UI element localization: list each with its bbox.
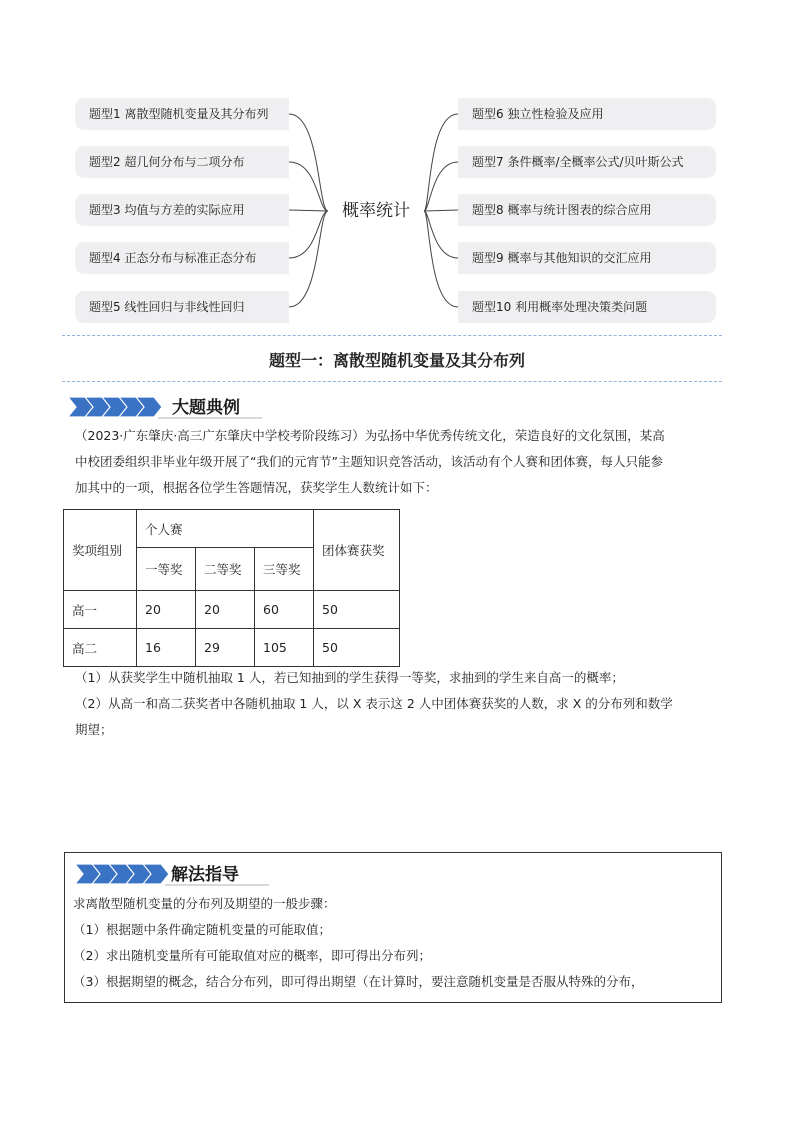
mindmap-topic-7: 题型7 条件概率/全概率公式/贝叶斯公式: [458, 146, 716, 178]
problem-line: （2023·广东肇庆·高三广东肇庆中学校考阶段练习）为弘扬中华优秀传统文化，荣造良好的文化氛围，某高: [75, 428, 665, 443]
mindmap-topic-4: 题型4 正态分布与标准正态分布: [75, 242, 289, 274]
mindmap-topic-3: 题型3 均值与方差的实际应用: [75, 194, 289, 226]
table-header-group: 奖项组别: [64, 510, 137, 591]
method-line: （2）求出随机变量所有可能取值对应的概率，即可得出分布列；: [73, 948, 431, 963]
table-header-first-prize: 一等奖: [137, 548, 196, 591]
row-label: 高一: [64, 591, 137, 629]
table-cell: 50: [314, 591, 400, 629]
mindmap-topic-5: 题型5 线性回归与非线性回归: [75, 291, 289, 323]
problem-line: 加其中的一项，根据各位学生答题情况，获奖学生人数统计如下：: [75, 480, 438, 495]
method-line: （3）根据期望的概念，结合分布列，即可得出期望（在计算时，要注意随机变量是否服从特殊的分布，: [73, 974, 644, 989]
method-banner-title: 解法指导: [171, 865, 239, 885]
divider-top: [62, 335, 722, 336]
row-label: 高二: [64, 629, 137, 667]
table-row: [64, 629, 400, 667]
table-cell: 20: [196, 591, 255, 629]
method-line: 求离散型随机变量的分布列及期望的一般步骤：: [73, 896, 336, 911]
table-header-second-prize: 二等奖: [196, 548, 255, 591]
mindmap-topic-6: 题型6 独立性检验及应用: [458, 98, 716, 130]
table-cell: 20: [137, 591, 196, 629]
table-header-individual: 个人赛: [137, 510, 314, 548]
question-1: （1）从获奖学生中随机抽取 1 人，若已知抽到的学生获得一等奖，求抽到的学生来自高一的概率；: [75, 670, 624, 685]
method-steps: [73, 891, 721, 995]
table-cell: 50: [314, 629, 400, 667]
awards-table: [63, 509, 400, 667]
mindmap-topic-1: 题型1 离散型随机变量及其分布列: [75, 98, 289, 130]
table-header-third-prize: 三等奖: [255, 548, 314, 591]
mindmap-topic-10: 题型10 利用概率处理决策类问题: [458, 291, 716, 323]
example-banner-title: 大题典例: [172, 398, 240, 418]
table-cell: 29: [196, 629, 255, 667]
mindmap-topic-9: 题型9 概率与其他知识的交汇应用: [458, 242, 716, 274]
table-cell: 16: [137, 629, 196, 667]
table-cell: 105: [255, 629, 314, 667]
problem-line: 中校团委组织非毕业年级开展了“我们的元宵节”主题知识竞答活动，该活动有个人赛和团体赛，每人只能参: [75, 454, 663, 469]
table-header-team: 团体赛获奖: [314, 510, 400, 591]
mindmap-center-title: 概率统计: [328, 197, 424, 225]
divider-bottom: [62, 381, 722, 382]
example-questions: [75, 665, 735, 743]
table-row: [64, 591, 400, 629]
mindmap-topic-8: 题型8 概率与统计图表的综合应用: [458, 194, 716, 226]
question-2-continued: 期望；: [75, 722, 113, 737]
section-title: 题型一：离散型随机变量及其分布列: [268, 351, 525, 370]
table-cell: 60: [255, 591, 314, 629]
method-line: （1）根据题中条件确定随机变量的可能取值；: [73, 922, 331, 937]
question-2: （2）从高一和高二获奖者中各随机抽取 1 人，以 X 表示这 2 人中团体赛获奖的人数，求 X 的分布列和数学: [75, 696, 673, 711]
mindmap-topic-2: 题型2 超几何分布与二项分布: [75, 146, 289, 178]
example-problem-text: [75, 423, 735, 501]
